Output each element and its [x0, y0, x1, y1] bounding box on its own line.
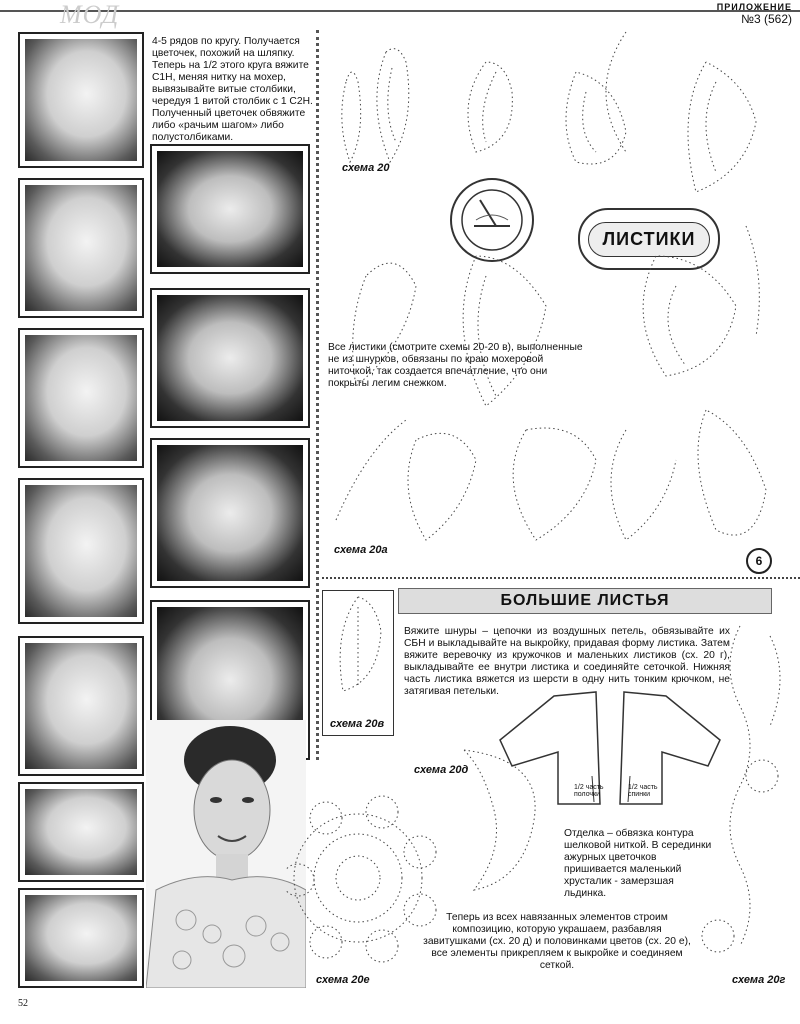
step-photo-10: [150, 438, 310, 588]
step-photo-6: [18, 782, 144, 882]
leaves-badge-text: ЛИСТИКИ: [588, 222, 711, 257]
schema-20a-leaves: [326, 400, 800, 560]
front-label: 1/2 часть полочки: [574, 784, 604, 798]
schema-20e-label: схема 20е: [316, 974, 370, 986]
schema-20d-swirl: [454, 740, 558, 904]
step-photo-4: [18, 478, 144, 624]
step-photo-2: [18, 178, 144, 318]
page-number: 52: [18, 998, 28, 1009]
intro-text: 4-5 рядов по кругу. Получается цветочек, похожий на шляпку. Теперь на 1/2 этого круга вяжите С1Н, меняя нитку на мохер, вывязывайте витые столбики, чередуя 1 витой столбик с 1 С2Н. Полученный цветочек обвяжите либо «рачьим шагом» либо полустолбиками.: [152, 36, 313, 143]
schema-20-leaves: [326, 22, 800, 212]
final-text: Теперь из всех навязанных элементов строим композицию, которую украшаем, разбавляя завитушками (сх. 20 д) и половинками цветов (сх. 20 е), все элементы прикрепляем к выкройке и соединяем сеткой.: [423, 912, 691, 971]
step-photo-3: [18, 328, 144, 468]
step-photo-1: [18, 32, 144, 168]
section-divider: [322, 577, 800, 579]
finishing-text: Отделка – обвязка контура шелковой ниткой. В серединки ажурных цветочков пришивается маленький хрусталик - замерзшая льдинка.: [564, 828, 712, 899]
big-leaves-text: Вяжите шнуры – цепочки из воздушных петель, обвязывайте их СБН и выкладывайте на выкройку, придавая форму листика. Затем вяжите веревочку из кружочков и маленьких листиков (сх. 20 г), выкладывайте ее внутри листика и соединяйте сеточкой. Нижняя часть листика вяжется из шерсти в одну нить тонким крючком, не затягивая петельки.: [404, 626, 730, 697]
step-photo-8: [150, 144, 310, 274]
magazine-logo: МОД: [60, 0, 120, 29]
schema-20v-box: [322, 590, 394, 736]
leaves-text: Все листики (смотрите схемы 20-20 в), выполненные не из шнурков, обвязаны по краю мохеровой ниточкой, так создается впечатление, что они покрыты легим снежком.: [328, 342, 583, 389]
step-photo-9: [150, 288, 310, 428]
schema-20-label: схема 20: [342, 162, 390, 174]
column-divider: [316, 30, 319, 760]
schema-20v-leaf: [323, 591, 393, 701]
schema-20g-chain: [700, 616, 800, 986]
model-portrait: [146, 720, 306, 988]
step-photo-7: [18, 888, 144, 988]
schema-20d-label: схема 20д: [414, 764, 469, 776]
issue-number: №3 (562): [741, 12, 792, 26]
schema-20v-label: схема 20в: [330, 718, 385, 730]
schema-20-leaves-middle: [326, 216, 800, 426]
header-rule: [0, 10, 800, 12]
issue-label: ПРИЛОЖЕНИЕ: [716, 2, 792, 12]
section-number: 6: [746, 548, 772, 574]
schema-20a-label: схема 20а: [334, 544, 388, 556]
back-label: 1/2 часть спинки: [628, 784, 658, 798]
step-photo-5: [18, 636, 144, 776]
schema-20g-label: схема 20г: [732, 974, 786, 986]
big-leaves-title: БОЛЬШИЕ ЛИСТЬЯ: [398, 588, 772, 614]
